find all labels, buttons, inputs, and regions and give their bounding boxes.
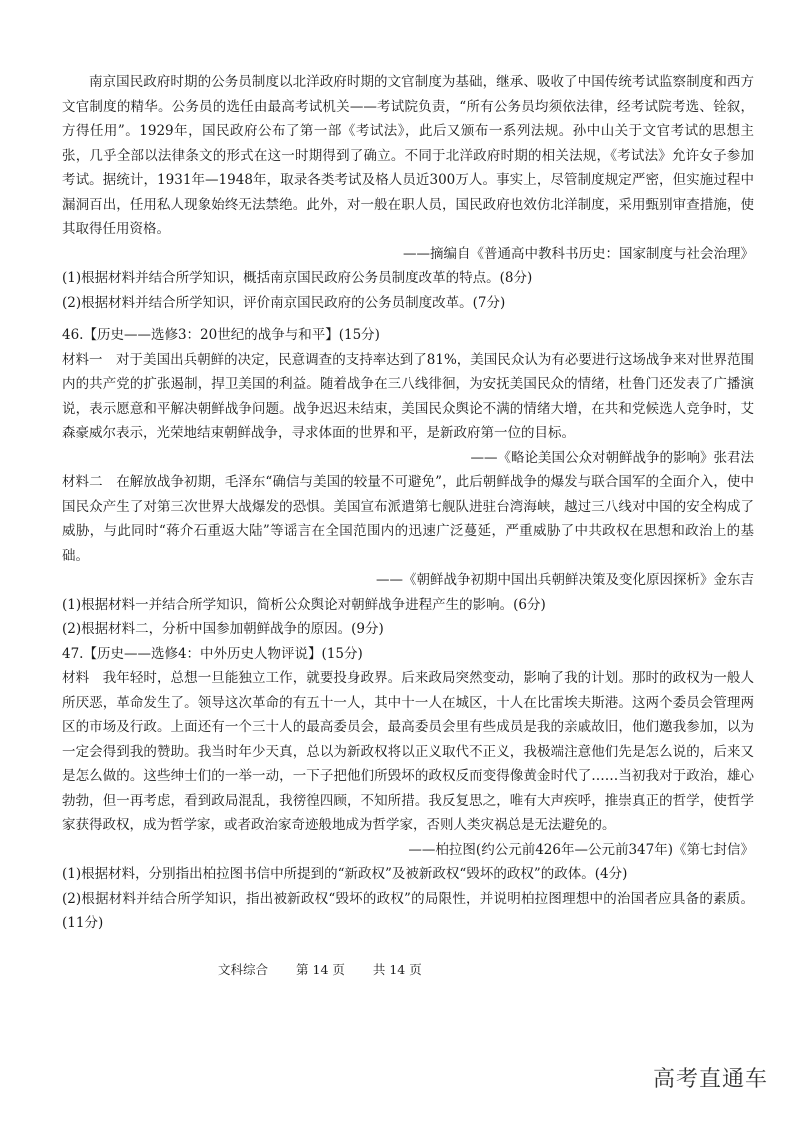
page-footer [218, 960, 422, 978]
q46-subquestion-1: (1)根据材料一并结合所学知识，简析公众舆论对朝鲜战争进程产生的影响。(6分) [62, 596, 546, 613]
q46-subquestion-2: (2)根据材料二，分析中国参加朝鲜战争的原因。(9分) [62, 621, 384, 637]
q45-source: ——摘编自《普通高中教科书历史：国家制度与社会治理》 [403, 245, 754, 262]
q46-material-1: 材料一 对于美国出兵朝鲜的决定，民意调查的支持率达到了81%，美国民众认为有必要进行这场战争来对世界范围内的共产党的扩张遏制，捍卫美国的利益。随着战争在三八线徘徊，为安抚美国民众的情绪，杜鲁门还发表了广播演说，表示愿意和平解决朝鲜战争问题。战争迟迟未结束，美国民众舆论不满的情绪大增，在共和党候选人竞争时，艾森豪威尔表示，光荣地结束朝鲜战争，寻求体面的世界和平，是新政府第一位的目标。 [62, 351, 754, 441]
question-45-continued [62, 70, 754, 315]
footer-total-pages: 共 14 页 [372, 962, 422, 977]
q46-material-2: 材料二 在解放战争初期，毛泽东“确信与美国的较量不可避免”，此后朝鲜战争的爆发与联合国军的全面介入，使中国民众产生了对第三次世界大战爆发的恐惧。美国宣布派遣第七舰队进驻台湾海峡，越过三八线对中国的安全构成了威胁，与此同时“蒋介石重返大陆”等谣言在全国范围内的迅速广泛蔓延，严重威胁了中共政权在思想和政治上的基础。 [62, 474, 754, 564]
q47-source: ——柏拉图(约公元前426年—公元前347年)《第七封信》 [408, 841, 754, 858]
question-46 [62, 323, 754, 642]
q45-subquestion-2: (2)根据材料并结合所学知识，评价南京国民政府的公务员制度改革。(7分) [62, 294, 506, 311]
q46-material-2-source: ——《朝鲜战争初期中国出兵朝鲜决策及变化原因探析》金东吉 [376, 572, 754, 588]
q47-subquestion-1: (1)根据材料，分别指出柏拉图书信中所提到的“新政权”及被新政权“毁坏的政权”的政体。(4分) [62, 866, 628, 882]
footer-subject: 文科综合 [218, 962, 269, 977]
q47-subquestion-2: (2)根据材料并结合所学知识，指出被新政权“毁坏的政权”的局限性，并说明柏拉图理想中的治国者应具备的素质。(11分) [62, 890, 754, 931]
q45-material: 南京国民政府时期的公务员制度以北洋政府时期的文官制度为基础，继承、吸收了中国传统考试监察制度和西方文官制度的精华。公务员的选任由最高考试机关——考试院负责，“所有公务员均须依法律，经考试院考选、铨叙，方得任用”。1929年，国民政府公布了第一部《考试法》，此后又颁布一系列法规。孙中山关于文官考试的思想主张，几乎全部以法律条文的形式在这一时期得到了确立。不同于北洋政府时期的相关法规，《考试法》允许女子参加考试。据统计，1931年—1948年，取录各类考试及格人员近300万人。事实上，尽管制度规定严密，但实施过程中漏洞百出，任用私人现象始终无法禁绝。此外，对一般在职人员，国民政府也效仿北洋制度，采用甄别审查措施，使其取得任用资格。 [62, 74, 754, 237]
q47-heading: 47.【历史——选修4：中外历史人物评说】(15分) [62, 645, 363, 662]
q47-material: 材料 我年轻时，总想一旦能独立工作，就要投身政界。后来政局突然变动，影响了我的计划。那时的政权为一般人所厌恶，革命发生了。领导这次革命的有五十一人，其中十一人在城区，十人在比雷埃夫斯港。这两个委员会管理两区的市场及行政。上面还有一个三十人的最高委员会，最高委员会里有些成员是我的亲戚故旧，他们邀我参加，以为一定会得到我的赞助。我当时年少天真，总以为新政权将以正义取代不正义，我极端注意他们先是怎么说的，后来又是怎么做的。这些绅士们的一举一动，一下子把他们所毁坏的政权反而变得像黄金时代了……当初我对于政治，雄心勃勃，但一再考虑，看到政局混乱，我徬徨四顾，不知所措。我反复思之，唯有大声疾呼，推崇真正的哲学，使哲学家获得政权，成为哲学家，或者政治家奇迹般地成为哲学家，否则人类灾祸总是无法避免的。 [62, 670, 754, 833]
page-content [62, 70, 754, 936]
footer-page-number: 第 14 页 [296, 962, 345, 977]
q46-heading: 46.【历史——选修3：20世纪的战争与和平】(15分) [62, 327, 380, 343]
watermark: 高考直通车 [652, 1067, 768, 1092]
question-47 [62, 642, 754, 936]
q46-material-1-source: ——《略论美国公众对朝鲜战争的影响》张君法 [470, 449, 754, 466]
q45-subquestion-1: (1)根据材料并结合所学知识，概括南京国民政府公务员制度改革的特点。(8分) [62, 270, 533, 286]
